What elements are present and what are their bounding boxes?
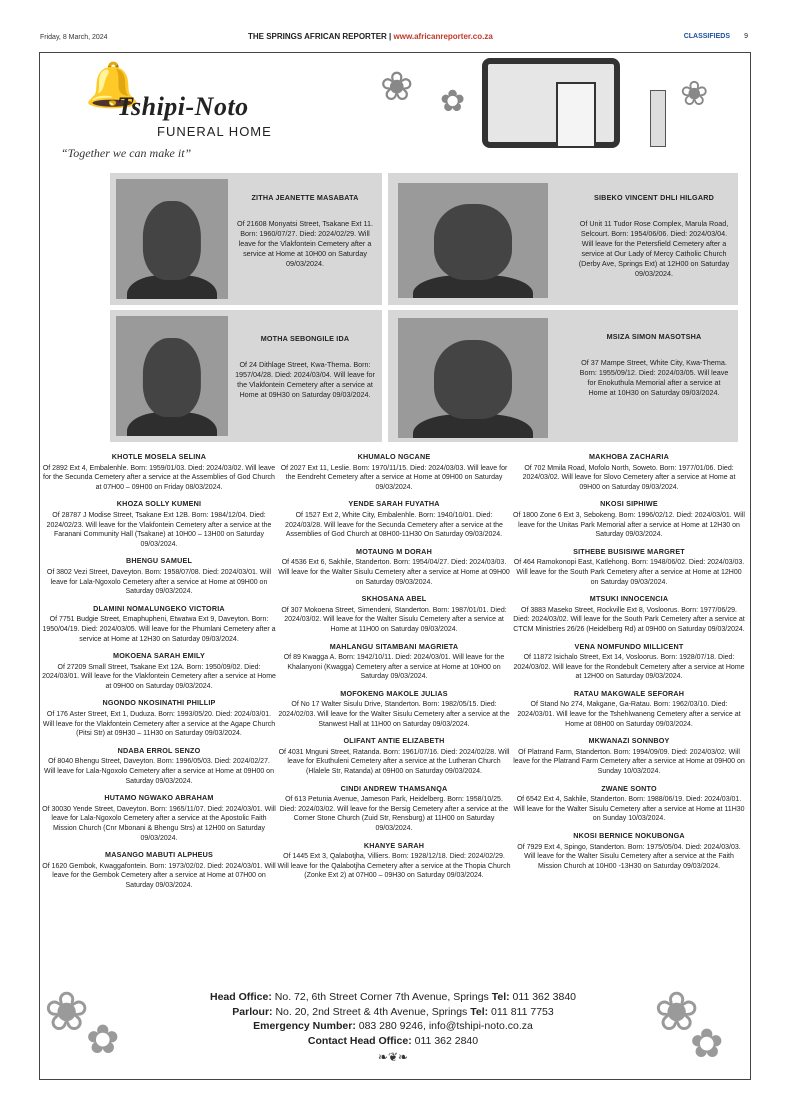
parlour-line [150,1005,636,1020]
section-label: CLASSIFIEDS [683,33,730,40]
rose-bouquet-icon: ✿ [86,1018,120,1062]
notice-details: Of 3802 Vezi Street, Daveyton. Born: 1958/07/08. Died: 2024/03/01. Will leave for Lala-Ngoxolo Cemetery after a service at Home at 09H00 on Saturday 09/03/2024. [46,568,272,596]
notice-details: Of 28787 J Modise Street, Tsakane Ext 12B. Born: 1984/12/04. Died: 2024/02/23. Will leave for the Vlakfontein Cemetery after a service at the Faranani Community Hall (Tsakane) at 10H00 – 13H00 on Saturday 09/03/2024. [46,511,272,548]
emergency-contact[interactable]: 083 280 9246, info@tshipi-noto.co.za [358,1020,533,1032]
death-notice [42,499,276,549]
emergency-label: Emergency Number: [253,1020,356,1032]
parlour-label: Parlour: [232,1005,273,1018]
rose-bouquet-icon: ❀ [44,982,90,1042]
deceased-name: HUTAMO NGWAKO ABRAHAM [104,793,214,803]
featured-notice [110,173,382,305]
head-office-phone[interactable]: 011 362 3840 [512,991,576,1003]
rose-icon: ✿ [440,85,466,118]
memorial-photo-frame-icon [482,58,620,148]
death-notice [277,642,511,682]
deceased-name: RATAU MAKGWALE SEFORAH [573,688,685,698]
notice-details: Of 37 Mampe Street, White City, Kwa-Thema. Born: 1955/09/12. Died: 2024/03/05. Will leave for Enokuthula Memorial after a service at Home at 10H30 on Saturday 09/03/2024. [579,358,729,397]
notice-details: Of 1620 Gembok, Kwaggafontein. Born: 1973/02/02. Died: 2024/03/01. Will leave for the Gembok Cemetery after a service at Home at 07H00 on Saturday 09/03/2024. [42,862,276,889]
deceased-name: NKOSI BERNICE NOKUBONGA [573,831,685,840]
deceased-photo [398,318,548,438]
featured-notice [110,310,382,442]
deceased-name: KHOTLE MOSELA SELINA [111,452,207,461]
death-notice [512,784,746,824]
deceased-name: KHANYE SARAH [363,840,425,850]
deceased-photo [116,179,228,299]
death-notice [42,850,276,890]
notice-details: Of 6542 Ext 4, Sakhile, Standerton. Born: 1988/06/19. Died: 2024/03/01. Will leave for the Walter Sisulu Cemetery after a service at Home at 11H30 on Sunday 10/03/2024. [513,796,745,823]
deceased-name: MAHLANGU SITAMBANI MAGRIETA [329,641,459,651]
death-notice [512,594,746,634]
deceased-name: BHENGU SAMUEL [125,556,193,566]
notices-column-left [42,452,276,898]
deceased-name: MAKHOBA ZACHARIA [589,452,669,461]
notice-details: Of 1800 Zone 6 Ext 3, Sebokeng. Born: 1996/02/12. Died: 2024/03/01. Will leave for the Unitas Park Memorial after a service at Home at 12H30 on Saturday 09/03/2024. [513,511,745,539]
death-notice [277,594,511,634]
page-header [40,32,752,46]
deceased-name: OLIFANT ANTIE ELIZABETH [343,736,445,746]
deceased-name: KHUMALO NGCANE [357,452,431,461]
deceased-name: YENDE SARAH FUYATHA [348,499,440,509]
notice-details: Of 613 Petunia Avenue, Jameson Park, Heidelberg. Born: 1958/10/25. Died: 2024/03/02. Will leave for the Bersig Cemetery after a service at the Corner Stone Church (Zuid Str, Rensburg) at 11H00 on Saturday 09/03/2024. [279,796,509,832]
head-office-label: Head Office: [210,991,272,1003]
deceased-photo [398,183,548,298]
notice-details: Of 4031 Mnguni Street, Ratanda. Born: 1961/07/16. Died: 2024/02/28. Will leave for Ekuthuleni Cemetery after a service at the Lutheran Church (Hlalele Str, Ratanda) at 09H00 on Saturday 09/03/2024. [278,748,510,776]
candle-icon [650,90,666,147]
death-notice [277,499,511,539]
notice-details: Of 7929 Ext 4, Spingo, Standerton. Born: 1975/05/04. Died: 2024/03/03. Will leave for the Walter Sisulu Cemetery after a service at the Faith Mission Church at 10H00 -13H30 on Saturday 09/03/2024. [517,843,741,870]
deceased-name: ZWANE SONTO [601,783,657,793]
notice-details: Of Unit 11 Tudor Rose Complex, Marula Road, Selcourt. Born: 1954/06/06. Died: 2024/03/04. Will leave for the Petersfield Cemetery after a service at Our Lady of Mercy Catholic Church (Derby Ave, Springs Ext) at 12H00 on Saturday 09/03/2024. [578,219,730,278]
contact-phone[interactable]: 011 362 2840 [414,1034,479,1047]
deceased-name: KHOZA SOLLY KUMENI [116,499,202,509]
deceased-name: MOTAUNG M DORAH [356,546,432,556]
death-notice [277,841,511,881]
death-notice [512,736,746,776]
notice-details: Of 307 Mokoena Street, Simendeni, Standerton. Born: 1987/01/01. Died: 2024/03/02. Will leave for the Walter Sisulu Cemetery after a service at Home at 11H00 on Saturday 09/03/2024. [281,606,507,633]
deceased-name: MOKOENA SARAH EMILY [113,651,205,661]
deceased-name: NDABA ERROL SENZO [117,745,201,755]
deceased-name: SIBEKO VINCENT DHLI HILGARD [593,193,714,202]
notice-text [578,193,730,279]
issue-date: Friday, 8 March, 2024 [40,34,108,41]
death-notice [42,604,276,644]
notice-details: Of 27209 Small Street, Tsakane Ext 12A. Born: 1950/09/02. Died: 2024/03/01. Will leave for the Vlakfontein Cemetery after a service at Home at 09H00 on Saturday 09/03/2024. [42,663,276,690]
rose-icon: ❀ [380,65,414,109]
deceased-name: MOFOKENG MAKOLE JULIAS [340,688,448,698]
contact-label: Contact Head Office: [307,1034,412,1047]
deceased-name: MOTHA SEBONGILE IDA [260,334,350,343]
notice-details: Of 1445 Ext 3, Qalabotjha, Villiers. Born: 1928/12/18. Died: 2024/02/29. Will leave for the Qalabotjha Cemetery after a service at the Thopia Church (Zonke Ext 2) at 07H00 – 09H30 on Saturday 09/03/2024. [277,853,511,880]
notice-details: Of 702 Mmila Road, Mofolo North, Soweto. Born: 1977/01/06. Died: 2024/03/02. Will leave for Slovo Cemetery after a service at Home at 09H00 on Saturday 09/03/2024. [522,464,736,491]
deceased-name: SKHOSANA ABEL [361,594,427,604]
scroll-ornament-icon: ❧❦❧ [377,1050,409,1064]
death-notice [277,689,511,729]
death-notice [512,642,746,682]
rose-bouquet-icon: ✿ [690,1022,724,1066]
deceased-name: MKWANAZI SONNBOY [588,736,670,746]
death-notice [42,556,276,596]
death-notice [42,698,276,738]
parlour-address: No. 20, 2nd Street & 4th Avenue, Springs [275,1005,468,1018]
deceased-name: MSIZA SIMON MASOTSHA [606,332,702,341]
death-notice [42,452,276,492]
death-notice [512,452,746,492]
funeral-home-logo [55,61,295,164]
notice-details: Of 21608 Monyatsi Street, Tsakane Ext 11. Born: 1960/07/27. Died: 2024/02/29. Will leave for the Vlakfontein Cemetery after a service at Home at 10H00 on Saturday 09/03/2024. [237,219,373,268]
bell-icon: 🔔 [85,61,140,110]
notice-text [234,334,376,400]
page-number: 9 [744,33,748,40]
notices-column-middle [277,452,511,888]
head-office-line [150,990,636,1005]
notice-details: Of Stand No 274, Makgane, Ga-Ratau. Born: 1962/03/10. Died: 2024/03/01. Will leave for the Tshehlwaneng Cemetery after a service at Home at 08H00 on Saturday 09/03/2024. [517,701,741,728]
notice-details: Of No 17 Walter Sisulu Drive, Standerton. Born: 1982/05/15. Died: 2024/02/03. Will leave for the Walter Sisulu Cemetery after a service at the Stanwest Hall at 11H00 on Saturday 09/03/2024. [278,701,510,728]
logo-subtitle: FUNERAL HOME [157,124,272,139]
notice-details: Of Platrand Farm, Standerton. Born: 1994/09/09. Died: 2024/03/02. Will leave for the Platrand Farm Cemetery after a service at Home at 09H00 on Sunday 10/03/2024. [513,748,745,776]
death-notice [512,499,746,539]
deceased-name: SITHEBE BUSISIWE MARGRET [573,546,685,556]
notice-details: Of 7751 Budgie Street, Emaphupheni, Etwatwa Ext 9, Daveyton. Born: 1950/04/19. Died: 2024/03/05. Will leave for the Phumlani Cemetery after a service at Home at 12H30 on Saturday 09/03/2024. [42,616,276,643]
emergency-line [150,1019,636,1034]
notice-details: Of 11872 Isichalo Street, Ext 14, Vosloorus. Born: 1928/07/18. Died: 2024/03/02. Will leave for the Rondebult Cemetery after a service at Home at 12H00 on Saturday 09/03/2024. [513,654,745,681]
deceased-name: MTSUKI INNOCENCIA [589,594,669,604]
featured-notice [388,310,738,442]
notice-details: Of 2027 Ext 11, Leslie. Born: 1970/11/15. Died: 2024/03/03. Will leave for the Eendreht Cemetery after a service at Home at 09H00 on Saturday 09/03/2024. [280,464,508,491]
death-notice [277,736,511,776]
notice-details: Of 1527 Ext 2, White City, Embalenhle. Born: 1940/10/01. Died: 2024/03/28. Will leave for the Secunda Cemetery after a service at the Assemblies of God Church at 08H00-11H30 On Saturday 09/03/2024. [285,511,503,539]
publication-url[interactable]: www.africanreporter.co.za [393,32,493,41]
notice-text [578,332,730,398]
notice-details: Of 8040 Bhengu Street, Daveyton. Born: 1996/05/03. Died: 2024/02/27. Will leave for Lala-Ngoxolo Cemetery after a service at Home at 09H00 on Saturday 09/03/2024. [44,758,274,785]
lantern-icon [556,82,596,148]
parlour-phone[interactable]: 011 811 7753 [491,1005,554,1018]
notice-details: Of 89 Kwagga A. Born: 1942/10/11. Died: 2024/03/01. Will leave for the Khalanyoni (Kwagga) Cemetery after a service at Home at 10H00 on Saturday 09/03/2024. [283,654,505,681]
notice-details: Of 464 Ramokonopi East, Katlehong. Born: 1948/06/02. Died: 2024/03/03. Will leave for the South Park Cemetery after a service at Home at 12H00 on Saturday 09/03/2024. [513,559,745,586]
contact-line [150,1034,636,1049]
deceased-name: MASANGO MABUTI ALPHEUS [105,850,213,860]
death-notice [277,452,511,492]
death-notice [512,547,746,587]
logo-name: Tshipi-Noto [117,92,249,121]
deceased-name: NKOSI SIPHIWE [600,499,658,509]
death-notice [277,547,511,587]
contact-footer [150,990,636,1065]
tel-label: Tel: [470,1005,489,1018]
notice-details: Of 4536 Ext 6, Sakhile, Standerton. Born: 1954/04/27. Died: 2024/03/03. Will leave for the Walter Sisulu Cemetery after a service at Home at 09H00 on Saturday 09/03/2024. [278,559,510,586]
featured-notice [388,173,738,305]
tel-label: Tel: [491,991,510,1003]
notice-details: Of 24 Dithlage Street, Kwa-Thema. Born: 1957/04/28. Died: 2024/03/04. Will leave for the Vlakfontein Cemetery after a service at Home at 09H30 on Saturday 09/03/2024. [235,360,375,399]
notice-details: Of 30030 Yende Street, Daveyton. Born: 1965/11/07. Died: 2024/03/01. Will leave for Lala-Ngoxolo Cemetery after a service at the Apostolic Faith Mission Church (Cnr Mbonani & Bhengu Strs) at 12H00 on Saturday 09/03/2024. [42,805,276,842]
notice-details: Of 3883 Maseko Street, Rockville Ext 8, Vosloorus. Born: 1977/06/29. Died: 2024/03/02. Will leave for the South Park Cemetery after a service at CTCM Ministries 26/26 (Heidelberg Rd) at 09H00 on Saturday 09/03/2024. [513,606,745,633]
deceased-name: CINDI ANDREW THAMSANQA [340,783,448,793]
notice-details: Of 176 Aster Street, Ext 1, Duduza. Born: 1993/05/20. Died: 2024/03/01. Will leave for the Vlakfontein Cemetery after a service at the Agape Church (Pitsi Str) at 09H30 – 11H30 on Saturday 09/03/2024. [42,711,276,738]
publication-title: THE SPRINGS AFRICAN REPORTER | www.africanreporter.co.za [248,32,493,41]
notices-column-right [512,452,746,878]
head-office-address: No. 72, 6th Street Corner 7th Avenue, Springs [274,991,489,1003]
deceased-photo [116,316,228,436]
death-notice [42,651,276,691]
deceased-name: ZITHA JEANETTE MASABATA [251,193,359,202]
publication-name: THE SPRINGS AFRICAN REPORTER [248,32,387,41]
death-notice [512,689,746,729]
notice-details: Of 2892 Ext 4, Embalenhle. Born: 1959/01/03. Died: 2024/03/02. Will leave for the Secunda Cemetery after a service at the Assemblies of God Church at 07H00 – 09H00 on Friday 08/03/2024. [42,464,276,491]
rose-bouquet-icon: ❀ [654,982,700,1042]
death-notice [512,831,746,871]
logo-tagline: “Together we can make it” [61,146,192,160]
deceased-name: NGONDO NKOSINATHI PHILLIP [102,698,216,708]
death-notice [277,784,511,834]
deceased-name: VENA NOMFUNDO MILLICENT [574,641,684,651]
death-notice [42,793,276,843]
notice-text [234,193,376,269]
deceased-name: DLAMINI NOMALUNGEKO VICTORIA [93,603,225,613]
death-notice [42,746,276,786]
rose-icon: ❀ [680,75,709,113]
